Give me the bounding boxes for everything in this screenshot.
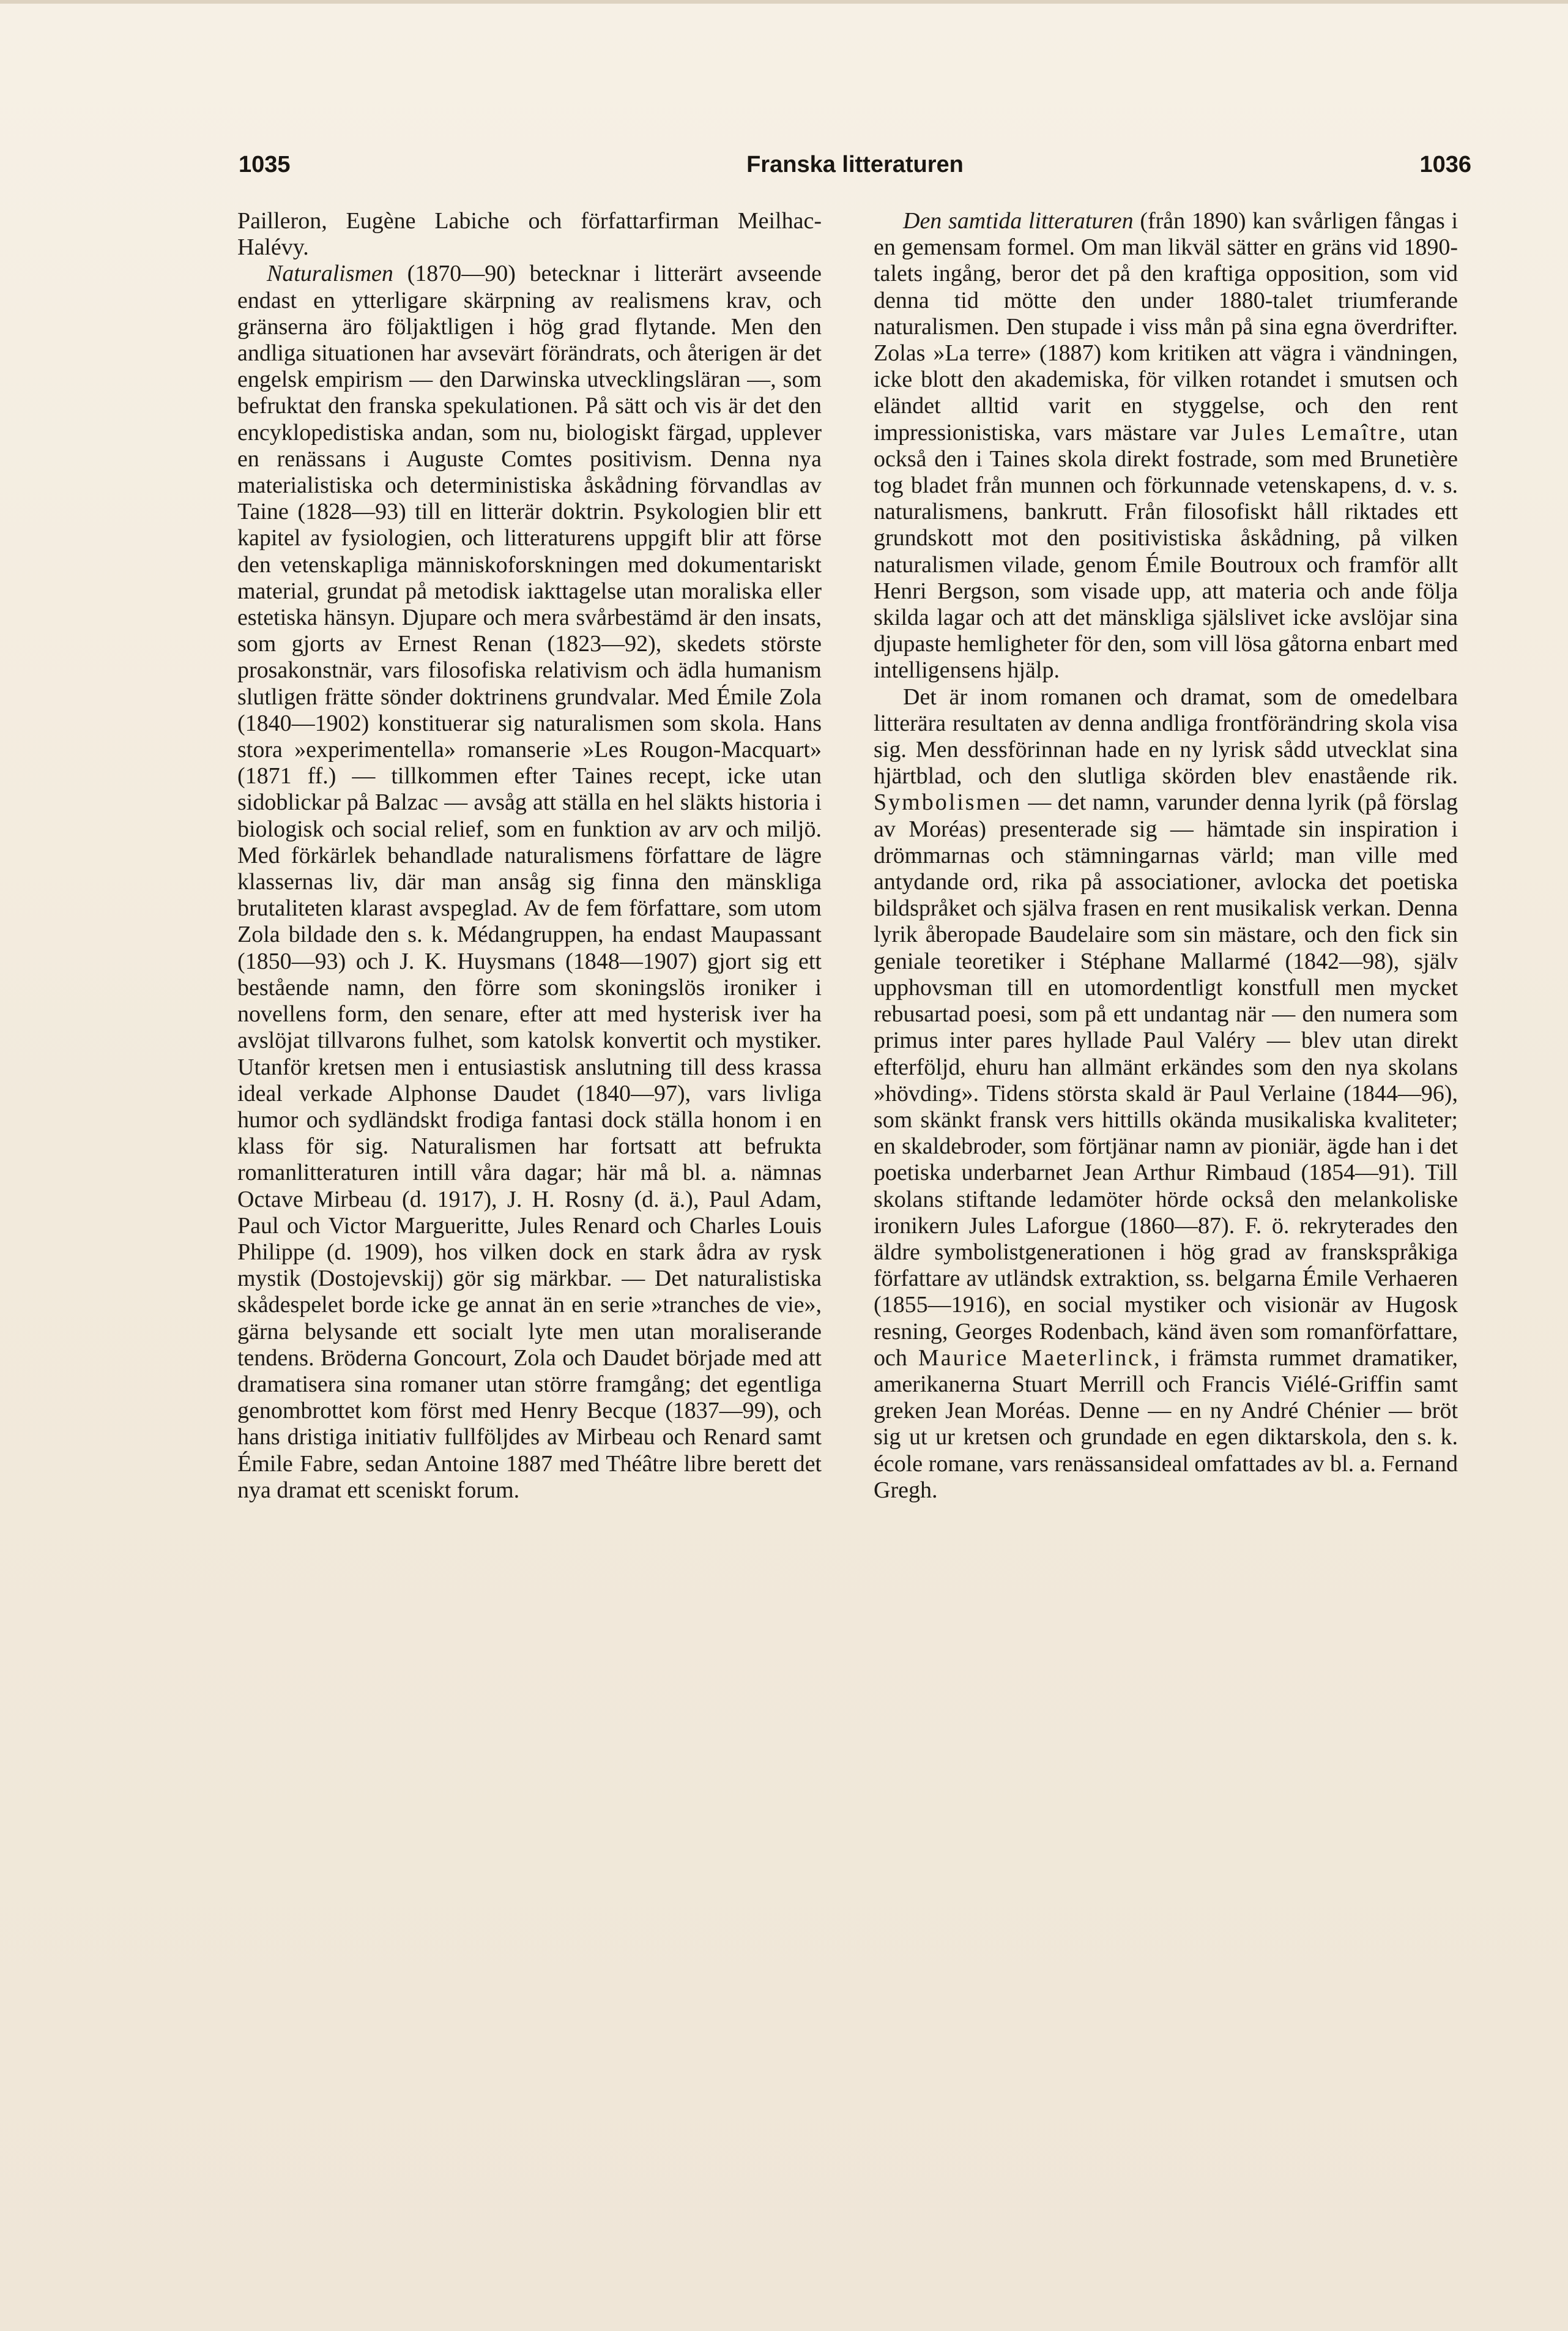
paragraph-naturalism: [237, 261, 822, 1504]
right-column: [874, 208, 1458, 1504]
page-number-left: 1035: [239, 152, 291, 177]
running-title: Franska litteraturen: [746, 152, 964, 177]
page-header: [239, 152, 1471, 188]
paragraph-contemporary: [874, 208, 1458, 684]
paragraph: Pailleron, Eugène Labiche och författarfirman Meilhac-Halévy.: [237, 208, 822, 261]
paragraph-text: Det är inom romanen och dramat, som de omedelbara litterära resultaten av denna andliga frontförändring skola visa sig. Men dessförinnan hade en ny lyrisk sådd utvecklat sina hjärtblad, och den slutliga skörden blev enastående rik.: [874, 684, 1458, 789]
emphasized-name: Jules Lemaître: [1231, 419, 1400, 446]
section-term: Naturalismen: [267, 261, 393, 287]
emphasized-name: Maurice Maeterlinck: [918, 1345, 1154, 1371]
paragraph-text: — det namn, varunder denna lyrik (på förslag av Moréas) presenterade sig — hämtade sin inspiration i drömmarnas och stämningarnas värld; man ville med antydande ord, rika på associationer, avlocka det poetiska bildspråket och själva frasen en rent musikalisk verkan. Denna lyrik åberopade Baudelaire som sin mästare, och den fick sin geniale teoretiker i Stéphane Mallarmé (1842—98), själv upphovsman till en utomordentligt konstfull men mycket rebusartad poesi, som på ett undantag när — den numera som primus inter pares hyllade Paul Valéry — blev utan direkt efterföljd, ehuru han allmänt erkändes som den nya skolans »hövding». Tidens största skald är Paul Verlaine (1844—96), som skänkt fransk vers hittills okända musikaliska kvaliteter; en skaldebroder, som förtjänar namn av pioniär, ägde han i det poetiska underbarnet Jean Arthur Rimbaud (1854—91). Till skolans stiftande ledamöter hörde också den melankoliske ironikern Jules Laforgue (1860—87). F. ö. rekryterades den äldre symbolistgenerationen i hög grad av franskspråkiga författare av utländsk extraktion, ss. belgarna Émile Verhaeren (1855—1916), en social mystiker och visionär av Hugosk resning, Georges Rodenbach, känd även som romanförfattare, och: [874, 789, 1458, 1371]
section-term: Den samtida litteraturen: [903, 208, 1134, 234]
page-number-right: 1036: [1419, 152, 1471, 177]
section-term: Symbolismen: [874, 789, 1022, 816]
paragraph-text: , utan också den i Taines skola direkt fostrade, som med Brunetière tog bladet från munnen och förkunnade vetenskapens, d. v. s. naturalismens, bankrutt. Från filosofiskt håll riktades ett grundskott mot den positivistiska åskådning, på vilken naturalismen vilade, genom Émile Boutroux och framför allt Henri Bergson, som visade upp, att materia och ande följa skilda lagar och att det mänskliga själslivet icke avslöjar sina djupaste hemligheter för den, som vill lösa gåtorna enbart med intelligensens hjälp.: [874, 419, 1458, 684]
paragraph-symbolism: [874, 684, 1458, 1504]
paragraph-text: (från 1890) kan svårligen fångas i en gemensam formel. Om man likväl sätter en gräns vid 1890-talets ingång, beror det på den kraftiga opposition, som vid denna tid mötte den under 1880-talet triumferande naturalismen. Den stupade i viss mån på sina egna överdrifter. Zolas »La terre» (1887) kom kritiken att vägra i vändningen, icke blott den akademiska, för vilken rotandet i smutsen och eländet alltid varit en styggelse, och den rent impressionistiska, vars mästare var: [874, 208, 1458, 446]
page-edge: [0, 0, 1568, 4]
paragraph-text: , i främsta rummet dramatiker, amerikanerna Stuart Merrill och Francis Viélé-Griffin samt greken Jean Moréas. Denne — en ny André Chénier — bröt sig ut ur kretsen och grundade en egen diktarskola, den s. k. école romane, vars renässansideal omfattades av bl. a. Fernand Gregh.: [874, 1345, 1458, 1503]
left-column: [237, 208, 822, 1504]
paragraph-text: (1870—90) betecknar i litterärt avseende endast en ytterligare skärpning av realismens krav, och gränserna äro följaktligen i hög grad flytande. Men den andliga situationen har avsevärt förändrats, och återigen är det engelsk empirism — den Darwinska utvecklingsläran —, som befruktat den franska spekulationen. På sätt och vis är det den encyklopedistiska andan, som nu, biologiskt färgad, upplever en renässans i Auguste Comtes positivism. Denna nya materialistiska och deterministiska åskådning förvandlas av Taine (1828—93) till en litterär doktrin. Psykologien blir ett kapitel av fysiologien, och litteraturens uppgift blir att förse den vetenskapliga människoforskningen med dokumentariskt material, grundat på metodisk iakttagelse utan moraliska eller estetiska hänsyn. Djupare och mera svårbestämd är den insats, som gjorts av Ernest Renan (1823—92), skedets störste prosakonstnär, vars filosofiska relativism och ädla humanism slutligen frätte sönder doktrinens grundvalar. Med Émile Zola (1840—1902) konstituerar sig naturalismen som skola. Hans stora »experimentella» romanserie »Les Rougon-Macquart» (1871 ff.) — tillkommen efter Taines recept, icke utan sidoblickar på Balzac — avsåg att ställa en hel släkts historia i biologisk och social relief, som en funktion av arv och miljö. Med förkärlek behandlade naturalismens författare de lägre klassernas liv, där man ansåg sig finna den mänskliga brutaliteten klarast avspeglad. Av de fem författare, som utom Zola bildade den s. k. Médangruppen, ha endast Maupassant (1850—93) och J. K. Huysmans (1848—1907) gjort sig ett bestående namn, den förre som skoningslös ironiker i novellens form, den senare, efter att med hysterisk iver ha avslöjat tillvarons fulhet, som katolsk konvertit och mystiker. Utanför kretsen men i entusiastisk anslutning till dess krassa ideal verkade Alphonse Daudet (1840—97), vars livliga humor och sydländskt frodiga fantasi dock ställa honom i en klass för sig. Naturalismen har fortsatt att befrukta romanlitteraturen intill våra dagar; här må bl. a. nämnas Octave Mirbeau (d. 1917), J. H. Rosny (d. ä.), Paul Adam, Paul och Victor Margueritte, Jules Renard och Charles Louis Philippe (d. 1909), hos vilken dock en stark ådra av rysk mystik (Dostojevskij) gör sig märkbar. — Det naturalistiska skådespelet borde icke ge annat än en serie »tranches de vie», gärna belysande ett socialt lyte men utan moraliserande tendens. Bröderna Goncourt, Zola och Daudet började med att dramatisera sina romaner utan större framgång; det egentliga genombrottet kom först med Henry Becque (1837—99), och hans dristiga initiativ fullföljdes av Mirbeau och Renard samt Émile Fabre, sedan Antoine 1887 med Théâtre libre berett det nya dramat ett sceniskt forum.: [237, 261, 822, 1503]
